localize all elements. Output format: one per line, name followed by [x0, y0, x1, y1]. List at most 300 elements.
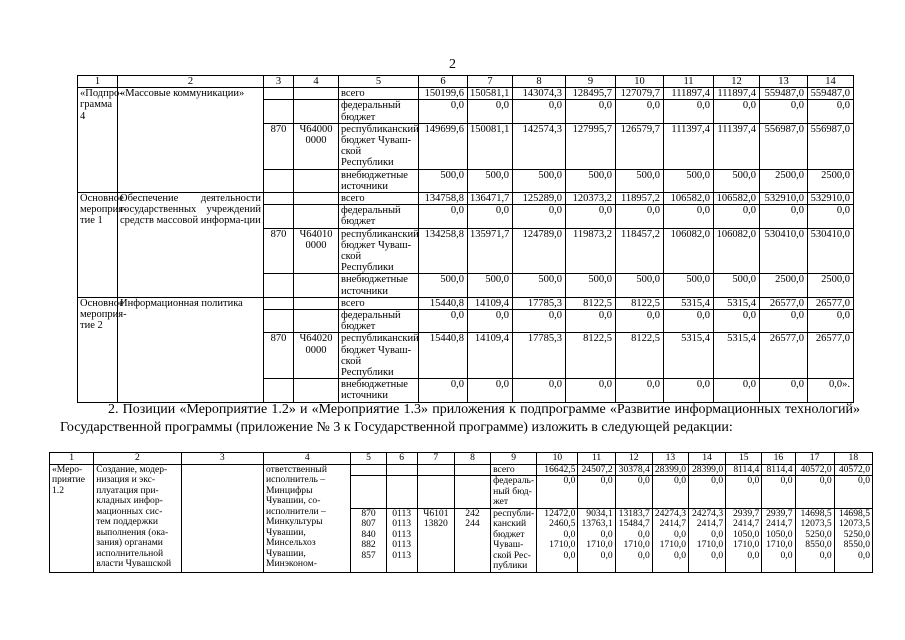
text-line: Чувашии, со- [266, 495, 321, 506]
amount-cell: 127995,7 [566, 123, 616, 169]
amendment-paragraph: 2. Позиции «Мероприятие 1.2» и «Мероприятие 1.3» приложения к подпрограмме «Развитие информационных технологий» Государственной программы (приложение № 3 к Государственной программе) изложить в следующей редакции: [60, 402, 860, 435]
amount-cell: 128495,7 [566, 88, 616, 100]
amount-cell [689, 508, 726, 572]
amount-cell: 106582,0 [714, 193, 760, 205]
amount-cell: 0,0 [537, 476, 578, 509]
amount-cell: 0,0 [664, 205, 714, 228]
text-line: канский [493, 518, 527, 529]
text-line: кладных инфор- [96, 495, 163, 506]
code-line: 13820 [423, 518, 448, 529]
amount-cell: 530410,0 [760, 228, 808, 274]
target-article-cell [294, 169, 339, 192]
amount-cell: 17785,3 [513, 333, 566, 379]
amount-cell: 0,0». [808, 379, 854, 402]
code-cell [454, 476, 490, 509]
table2-row-total [50, 464, 873, 476]
amount-cell: 28399,0 [689, 464, 726, 476]
table2-header-cell: 16 [762, 453, 795, 465]
amount-cell: 24507,2 [578, 464, 615, 476]
amount-cell: 0,0 [566, 379, 616, 402]
amount-cell: 2500,0 [808, 169, 854, 192]
table2-header-cell: 8 [454, 453, 490, 465]
amount-cell: 40572,0 [834, 464, 872, 476]
table2-header-cell: 6 [386, 453, 417, 465]
table1-header-cell: 3 [264, 76, 294, 88]
funding-source-cell: всего [339, 88, 419, 100]
amount-line: 1050,0 [766, 528, 793, 540]
table1-header-cell: 6 [419, 76, 468, 88]
program-code-cell: «Подпро-грамма 4 [78, 88, 118, 193]
amount-cell: 0,0 [664, 100, 714, 123]
amount-cell: 0,0 [468, 310, 513, 333]
target-article-cell [294, 274, 339, 297]
funding-source-cell: республиканский бюджет Чуваш-ской Республики [339, 123, 419, 169]
ministry-code-cell [264, 379, 294, 402]
amount-cell: 150199,6 [419, 88, 468, 100]
table1-header-cell: 1 [78, 76, 118, 88]
amount-cell: 0,0 [652, 476, 688, 509]
code-line: Ч6101 [423, 507, 449, 519]
amount-cell: 30378,4 [615, 464, 652, 476]
amount-cell: 120373,2 [566, 193, 616, 205]
amount-cell: 0,0 [664, 310, 714, 333]
amount-cell: 149699,6 [419, 123, 468, 169]
ministry-code-cell [264, 310, 294, 333]
amount-line: 13183,7 [618, 507, 650, 519]
table1-header-cell: 9 [566, 76, 616, 88]
amount-cell: 150081,1 [468, 123, 513, 169]
amount-cell: 0,0 [468, 100, 513, 123]
text-line: тем поддержки [96, 516, 159, 527]
page-number: 2 [449, 57, 456, 72]
program-name-cell: Обеспечение деятельности государственных учреждений средств массовой информа-ции [118, 193, 264, 298]
table1-header-cell: 13 [760, 76, 808, 88]
amount-cell: 0,0 [808, 205, 854, 228]
amount-cell: 0,0 [566, 310, 616, 333]
amount-cell: 5315,4 [714, 297, 760, 309]
ministry-code-cell [264, 205, 294, 228]
amount-cell: 0,0 [616, 310, 664, 333]
text-line: исполнители – [266, 505, 326, 517]
amount-line: 1710,0 [766, 539, 793, 550]
table1-header-cell: 4 [294, 76, 339, 88]
target-article-cell [294, 100, 339, 123]
text-line: низация и экс- [96, 474, 156, 485]
table2-header-cell: 9 [491, 453, 537, 465]
amount-cell [762, 508, 795, 572]
amount-cell: 106082,0 [664, 228, 714, 274]
amount-cell: 0,0 [578, 476, 615, 509]
table2-header-cell: 15 [726, 453, 762, 465]
amount-line: 0,0 [747, 549, 760, 561]
target-article-cell [294, 379, 339, 402]
funding-source-cell: федеральный бюджет [339, 100, 419, 123]
program-name-cell: Информационная политика [118, 297, 264, 402]
amount-cell: 40572,0 [795, 464, 834, 476]
text-line: Создание, модер- [96, 463, 168, 475]
text-line: Минэконом- [266, 558, 317, 569]
text-line: ответственный [266, 463, 327, 475]
amount-cell: 500,0 [513, 169, 566, 192]
amount-line: 8550,0 [805, 539, 832, 550]
ministry-code-cell [264, 193, 294, 205]
text-line: исполнитель – [266, 474, 326, 485]
amount-cell: 0,0 [664, 379, 714, 402]
amount-cell: 14109,4 [468, 333, 513, 379]
amount-cell: 0,0 [513, 379, 566, 402]
table1-header-cell: 8 [513, 76, 566, 88]
amount-cell: 125289,0 [513, 193, 566, 205]
code-line: 0113 [392, 549, 412, 561]
amount-cell: 0,0 [468, 205, 513, 228]
amount-cell: 0,0 [714, 100, 760, 123]
amount-cell [834, 508, 872, 572]
amount-cell [537, 508, 578, 572]
amount-cell: 111397,4 [664, 123, 714, 169]
amount-cell: 17785,3 [513, 297, 566, 309]
text-line: плуатация при- [96, 484, 159, 496]
executor-cell [264, 464, 351, 572]
text-line: Чуваш- [493, 539, 524, 550]
amount-line: 0,0 [563, 528, 576, 540]
amount-cell: 136471,7 [468, 193, 513, 205]
amount-cell: 142574,3 [513, 123, 566, 169]
target-article-cell [417, 508, 454, 572]
table2-header-cell: 3 [181, 453, 263, 465]
code-line: 0113 [392, 507, 412, 519]
amount-line: 0,0 [674, 528, 686, 540]
amount-cell [578, 508, 615, 572]
ministry-code-cell [351, 508, 386, 572]
text-line: республи- [493, 507, 535, 519]
target-article-cell [294, 297, 339, 309]
table1-header-cell: 14 [808, 76, 854, 88]
activity-name-cell [94, 464, 181, 572]
funding-source-cell: внебюджетные источники [339, 379, 419, 402]
amount-cell: 118457,2 [616, 228, 664, 274]
amount-cell: 0,0 [468, 379, 513, 402]
amount-line: 14698,5 [838, 507, 870, 519]
text-line: Минцифры [266, 484, 313, 496]
funding-source-cell: всего [339, 297, 419, 309]
text-line: мационных сис- [96, 505, 163, 517]
result-cell [181, 464, 263, 572]
amount-cell: 0,0 [808, 100, 854, 123]
amount-cell: 530410,0 [808, 228, 854, 274]
amount-line: 24274,3 [691, 507, 724, 519]
amount-cell: 119873,2 [566, 228, 616, 274]
target-article-cell: Ч64000 0000 [294, 123, 339, 169]
code-line: 840 [361, 528, 376, 540]
code-line: 807 [361, 518, 376, 529]
amount-cell: 5315,4 [714, 333, 760, 379]
amount-cell: 0,0 [419, 310, 468, 333]
ministry-code-cell [264, 274, 294, 297]
amount-cell: 134258,8 [419, 228, 468, 274]
ministry-code-cell [264, 100, 294, 123]
amount-cell: 8114,4 [726, 464, 762, 476]
amount-cell: 0,0 [513, 310, 566, 333]
amount-cell: 500,0 [566, 169, 616, 192]
amount-line: 13763,1 [581, 518, 613, 529]
text-line: ской Рес- [493, 549, 531, 561]
amount-cell: 500,0 [714, 169, 760, 192]
amount-cell: 0,0 [714, 310, 760, 333]
code-cell [417, 476, 454, 509]
amount-cell: 500,0 [664, 274, 714, 297]
amount-line: 0,0 [600, 549, 613, 561]
funding-source-cell: федеральный бюджет [339, 310, 419, 333]
amount-line: 9034,1 [586, 507, 613, 519]
table2-header-row [50, 453, 873, 465]
text-line: исполнительной [96, 547, 164, 559]
amount-cell: 2500,0 [760, 274, 808, 297]
amount-cell: 8114,4 [762, 464, 795, 476]
amount-cell: 0,0 [615, 476, 652, 509]
code-cell [351, 476, 386, 509]
financing-table-activity-1-2 [49, 452, 873, 573]
amount-cell: 8122,5 [566, 297, 616, 309]
amount-line: 0,0 [711, 528, 724, 540]
text-line: публики [493, 560, 528, 571]
amount-line: 0,0 [674, 549, 686, 561]
table2-header-cell: 14 [689, 453, 726, 465]
table2-header-cell: 17 [795, 453, 834, 465]
code-line: 0113 [392, 539, 412, 550]
table2-header-cell: 5 [351, 453, 386, 465]
target-article-cell [294, 88, 339, 100]
amount-cell: 5315,4 [664, 333, 714, 379]
amount-line: 2939,7 [732, 507, 760, 519]
program-code-cell: Основное мероприя-тие 1 [78, 193, 118, 298]
amount-cell: 124789,0 [513, 228, 566, 274]
amount-cell: 134758,8 [419, 193, 468, 205]
amount-cell: 0,0 [689, 476, 726, 509]
amount-cell: 500,0 [468, 169, 513, 192]
section-code-cell [386, 508, 417, 572]
amount-cell: 500,0 [664, 169, 714, 192]
amount-cell: 559487,0 [808, 88, 854, 100]
amount-cell: 8122,5 [616, 333, 664, 379]
text-line: выполнения (ока- [96, 526, 169, 538]
amount-cell: 500,0 [616, 274, 664, 297]
table2-header-cell: 13 [652, 453, 688, 465]
amount-cell: 26577,0 [760, 297, 808, 309]
amount-cell: 106582,0 [664, 193, 714, 205]
amount-cell: 500,0 [513, 274, 566, 297]
amount-cell: 0,0 [760, 310, 808, 333]
amount-line: 2460,5 [549, 518, 576, 529]
amount-cell: 0,0 [566, 100, 616, 123]
code-cell [386, 464, 417, 476]
amount-cell: 5315,4 [664, 297, 714, 309]
amount-cell: 26577,0 [760, 333, 808, 379]
funding-source-cell: всего [339, 193, 419, 205]
amount-line: 1710,0 [659, 539, 686, 550]
amount-cell: 0,0 [513, 100, 566, 123]
table1-row [78, 297, 854, 309]
amount-cell: 500,0 [714, 274, 760, 297]
amount-cell [652, 508, 688, 572]
amount-line: 0,0 [600, 528, 613, 540]
amount-cell: 0,0 [760, 205, 808, 228]
amount-line: 0,0 [819, 549, 832, 561]
amount-cell: 532910,0 [808, 193, 854, 205]
code-line: 857 [361, 549, 376, 561]
amount-cell [795, 508, 834, 572]
table1-row [78, 88, 854, 100]
text-line: зания) органами [96, 537, 163, 548]
amount-cell: 0,0 [714, 205, 760, 228]
amount-line: 8550,0 [843, 539, 870, 550]
table1-header-row [78, 76, 854, 88]
amount-cell: 500,0 [419, 274, 468, 297]
amount-line: 0,0 [780, 549, 793, 561]
amount-cell: 0,0 [566, 205, 616, 228]
amount-cell: 15440,8 [419, 297, 468, 309]
amount-line: 1710,0 [696, 539, 724, 550]
table2-header-cell: 11 [578, 453, 615, 465]
amount-line: 0,0 [858, 549, 870, 561]
amount-cell: 0,0 [795, 476, 834, 509]
ministry-code-cell: 870 [264, 123, 294, 169]
text-line: Чувашии, [266, 547, 306, 559]
amount-cell: 559487,0 [760, 88, 808, 100]
table1-header-cell: 5 [339, 76, 419, 88]
table2-header-cell: 2 [94, 453, 181, 465]
code-line: 242 [465, 507, 480, 519]
program-name-cell: «Массовые коммуникации» [118, 88, 264, 193]
amount-cell: 500,0 [566, 274, 616, 297]
amount-line: 1710,0 [732, 539, 760, 550]
text-line: власти Чувашской [96, 558, 172, 569]
table1-header-cell: 7 [468, 76, 513, 88]
table1-row [78, 193, 854, 205]
financing-table-subprogram-4 [77, 75, 854, 403]
target-article-cell: Ч64010 0000 [294, 228, 339, 274]
amount-cell: 26577,0 [808, 297, 854, 309]
amount-cell: 0,0 [419, 379, 468, 402]
amount-line: 24274,3 [654, 507, 687, 519]
amount-cell: 0,0 [513, 205, 566, 228]
amount-line: 2414,7 [732, 518, 760, 529]
text-line: бюджет [493, 528, 525, 540]
amount-cell: 16642,5 [537, 464, 578, 476]
code-line: 0113 [392, 528, 412, 540]
amount-line: 2414,7 [696, 518, 724, 529]
funding-source-cell: внебюджетные источники [339, 274, 419, 297]
amount-line: 12073,5 [838, 518, 870, 529]
table2-header-cell: 7 [417, 453, 454, 465]
amount-cell: 0,0 [419, 205, 468, 228]
funding-source-cell: всего [491, 464, 537, 476]
amount-cell: 556987,0 [760, 123, 808, 169]
table1-header-cell: 12 [714, 76, 760, 88]
amount-cell: 150581,1 [468, 88, 513, 100]
table1-header-cell: 11 [664, 76, 714, 88]
amount-cell: 127079,7 [616, 88, 664, 100]
code-line: 870 [361, 507, 376, 519]
target-article-cell: Ч64020 0000 [294, 333, 339, 379]
amount-cell: 500,0 [468, 274, 513, 297]
ministry-code-cell [264, 88, 294, 100]
amount-cell: 0,0 [808, 310, 854, 333]
amount-cell: 2500,0 [808, 274, 854, 297]
table2-header-cell: 4 [264, 453, 351, 465]
code-line: 0113 [392, 518, 412, 529]
code-line: 882 [361, 539, 376, 550]
code-cell [417, 464, 454, 476]
amount-cell: 111897,4 [664, 88, 714, 100]
ministry-code-cell [264, 169, 294, 192]
amount-cell: 8122,5 [616, 297, 664, 309]
amount-line: 12472,0 [544, 507, 576, 519]
amount-cell: 0,0 [616, 379, 664, 402]
target-article-cell [294, 205, 339, 228]
table1-header-cell: 10 [616, 76, 664, 88]
table2-header-cell: 10 [537, 453, 578, 465]
amount-cell: 0,0 [760, 379, 808, 402]
amount-line: 0,0 [711, 549, 724, 561]
text-line: Минсельхоз [266, 537, 316, 548]
amount-line: 1050,0 [732, 528, 760, 540]
table2-header-cell: 18 [834, 453, 872, 465]
amount-cell: 500,0 [419, 169, 468, 192]
amount-cell: 111397,4 [714, 123, 760, 169]
amount-cell: 8122,5 [566, 333, 616, 379]
amount-cell: 532910,0 [760, 193, 808, 205]
code-cell [351, 464, 386, 476]
amount-cell [615, 508, 652, 572]
amount-line: 5250,0 [843, 528, 870, 540]
amount-cell: 0,0 [419, 100, 468, 123]
amount-line: 0,0 [637, 528, 650, 540]
amount-cell: 28399,0 [652, 464, 688, 476]
funding-source-cell: федеральный бюджет [339, 205, 419, 228]
funding-source-cell [491, 508, 537, 572]
ministry-code-cell: 870 [264, 333, 294, 379]
funding-source-cell: республиканский бюджет Чуваш-ской Республики [339, 228, 419, 274]
amount-cell: 0,0 [760, 100, 808, 123]
amount-cell: 118957,2 [616, 193, 664, 205]
amount-line: 2414,7 [659, 518, 686, 529]
amount-cell: 106082,0 [714, 228, 760, 274]
code-cell [386, 476, 417, 509]
funding-source-cell [491, 476, 537, 509]
amount-line: 15484,7 [618, 518, 650, 529]
amount-cell: 2500,0 [760, 169, 808, 192]
text-line: федераль- [493, 475, 535, 486]
amount-cell: 0,0 [616, 100, 664, 123]
amount-line: 0,0 [563, 549, 576, 561]
amount-line: 1710,0 [586, 539, 613, 550]
amount-line: 2414,7 [766, 518, 793, 529]
amount-cell: 135971,7 [468, 228, 513, 274]
table1-header-cell: 2 [118, 76, 264, 88]
amount-cell: 0,0 [714, 379, 760, 402]
expense-type-cell [454, 508, 490, 572]
funding-source-cell: республиканский бюджет Чуваш-ской Республики [339, 333, 419, 379]
funding-source-cell: внебюджетные источники [339, 169, 419, 192]
amount-cell: 0,0 [726, 476, 762, 509]
amount-cell: 111897,4 [714, 88, 760, 100]
amount-line: 5250,0 [805, 528, 832, 540]
text-line: ный бюд- [493, 485, 532, 497]
amount-line: 0,0 [637, 549, 650, 561]
amount-line: 2939,7 [766, 507, 793, 519]
amount-cell: 500,0 [616, 169, 664, 192]
target-article-cell [294, 193, 339, 205]
